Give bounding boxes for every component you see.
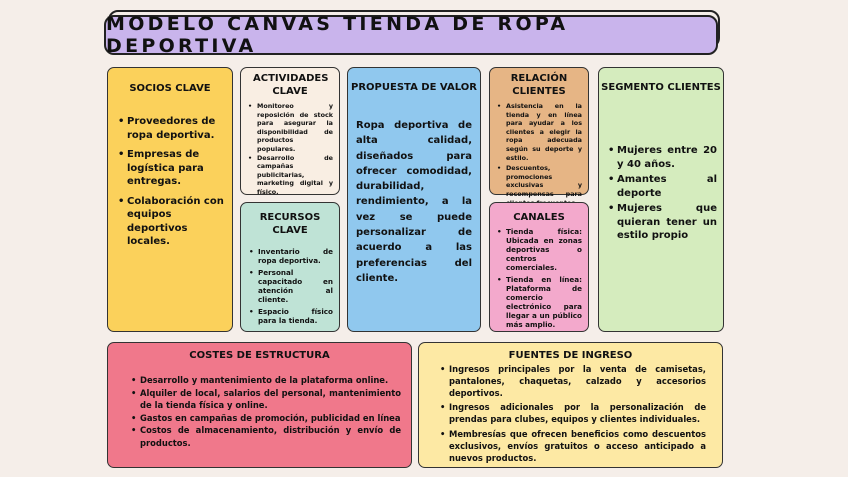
propuesta-valor-title: PROPUESTA DE VALOR xyxy=(351,82,477,93)
list-item: • Gastos en campañas de promoción, publicidad en línea xyxy=(140,412,401,425)
fuentes-ingreso-title: FUENTES DE INGRESO xyxy=(508,350,633,361)
recursos-clave-list xyxy=(258,247,333,325)
canales-title: CANALES xyxy=(513,212,565,223)
list-item: • Tienda física: Ubicada en zonas deportivas o centros comerciales. xyxy=(506,227,582,272)
list-item: • Amantes al deporte xyxy=(617,173,717,200)
actividades-clave-title: ACTIVIDADES CLAVE xyxy=(253,73,329,97)
socios-clave-box xyxy=(107,67,233,332)
relacion-clientes-title: RELACIÓN CLIENTES xyxy=(510,73,568,97)
relacion-clientes-box xyxy=(489,67,589,198)
list-item: • Descuentos, promociones exclusivas y recompensas para xyxy=(506,164,582,207)
actividades-clave-box xyxy=(240,67,340,195)
list-item: • Mujeres que quieran tener un estilo propio xyxy=(617,202,717,243)
list-item: • Tienda en línea: Plataforma de comercio electrónico para llegar a un público más amplio. xyxy=(506,275,582,329)
list-item: • Colaboración con equipos deportivos locales. xyxy=(127,195,226,249)
list-item: • Espacio físico para la tienda. xyxy=(258,307,333,325)
actividades-clave-list xyxy=(257,102,333,197)
list-item: • Costos de almacenamiento, distribución y envío de productos. xyxy=(140,424,401,449)
relacion-clientes-list xyxy=(506,102,582,207)
list-item: • Alquiler de local, salarios del personal, mantenimiento de la tienda física y online. xyxy=(140,387,401,412)
list-item: • Mujeres entre 20 y 40 años. xyxy=(617,144,717,171)
recursos-clave-title: RECURSOS CLAVE xyxy=(259,212,321,236)
title-banner xyxy=(104,15,718,55)
canales-list xyxy=(506,227,582,329)
page-title: MODELO CANVAS TIENDA DE ROPA DEPORTIVA xyxy=(106,13,569,57)
segmento-clientes-box xyxy=(598,67,724,332)
list-item: • Membresías que ofrecen beneficios como descuentos exclusivos, envíos gratuitos o acceso anticipado a nuevos productos. xyxy=(449,429,706,464)
segmento-clientes-list xyxy=(617,144,717,243)
socios-clave-list xyxy=(127,115,226,249)
fuentes-ingreso-list xyxy=(449,364,706,464)
costes-estructura-title: COSTES DE ESTRUCTURA xyxy=(189,350,330,361)
list-item: • Asistencia en la tienda y en línea para ayudar a los clientes a elegir la ropa adecuada según su deporte y estilo. xyxy=(506,102,582,162)
list-item: • Ingresos principales por la venta de camisetas, pantalones, chaquetas, calzado y accesorios deportivos. xyxy=(449,364,706,399)
costes-estructura-box xyxy=(107,342,412,468)
list-item: • Monitoreo y reposición de stock para asegurar la disponibilidad de productos populares. xyxy=(257,102,333,154)
propuesta-valor-text: Ropa deportiva de alta calidad, diseñados para ofrecer comodidad, durabilidad, rendimiento, a la vez se puede personalizar de acuerdo a las preferencias del cliente. xyxy=(356,120,472,284)
list-item: • Inventario de ropa deportiva. xyxy=(258,247,333,265)
list-item: • Ingresos adicionales por la personalización de prendas para clubes, equipos y clientes individuales. xyxy=(449,402,706,426)
list-item: • Personal capacitado en atención al cliente. xyxy=(258,268,333,304)
canales-box xyxy=(489,202,589,332)
propuesta-valor-box xyxy=(347,67,481,332)
segmento-clientes-title: SEGMENTO CLIENTES xyxy=(601,82,721,93)
list-item: • Proveedores de ropa deportiva. xyxy=(127,115,226,142)
list-item: • Empresas de logística para entregas. xyxy=(127,148,226,189)
costes-estructura-list xyxy=(140,374,401,449)
recursos-clave-box xyxy=(240,202,340,332)
list-item: • Desarrollo y mantenimiento de la plataforma online. xyxy=(140,374,401,387)
fuentes-ingreso-box xyxy=(418,342,723,468)
socios-clave-title: SOCIOS CLAVE xyxy=(129,83,211,94)
list-item: • Desarrollo de campañas publicitarias, marketing digital y físico. xyxy=(257,154,333,197)
